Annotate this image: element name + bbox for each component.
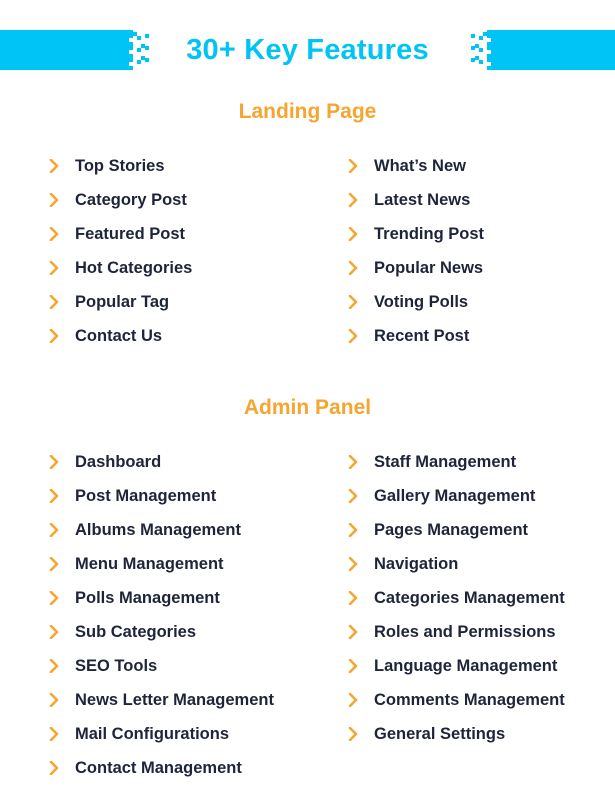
chevron-right-icon bbox=[348, 581, 374, 615]
feature-label: Sub Categories bbox=[75, 623, 197, 641]
feature-label: Staff Management bbox=[374, 453, 517, 471]
feature-label: SEO Tools bbox=[75, 657, 158, 675]
chevron-right-icon bbox=[49, 683, 75, 717]
feature-item bbox=[348, 285, 468, 319]
feature-item bbox=[348, 149, 466, 183]
feature-label: Navigation bbox=[374, 555, 459, 573]
feature-label: Contact Us bbox=[75, 327, 163, 345]
feature-label: Recent Post bbox=[374, 327, 470, 345]
chevron-right-icon bbox=[348, 251, 374, 285]
feature-label: Trending Post bbox=[374, 225, 485, 243]
feature-item bbox=[348, 479, 535, 513]
feature-item bbox=[49, 683, 274, 717]
feature-label: What’s New bbox=[374, 157, 466, 175]
feature-label: Menu Management bbox=[75, 555, 224, 573]
feature-item bbox=[49, 547, 224, 581]
feature-label: Comments Management bbox=[374, 691, 565, 709]
feature-label: Roles and Permissions bbox=[374, 623, 556, 641]
chevron-right-icon bbox=[348, 479, 374, 513]
feature-item bbox=[49, 649, 157, 683]
chevron-right-icon bbox=[49, 751, 75, 785]
section-title-admin-panel: Admin Panel bbox=[243, 396, 372, 419]
chevron-right-icon bbox=[348, 149, 374, 183]
feature-item bbox=[348, 183, 470, 217]
feature-label: Latest News bbox=[374, 191, 471, 209]
feature-label: Featured Post bbox=[75, 225, 186, 243]
feature-label: Categories Management bbox=[374, 589, 565, 607]
chevron-right-icon bbox=[49, 513, 75, 547]
feature-label: Popular Tag bbox=[75, 293, 170, 311]
feature-item bbox=[49, 513, 241, 547]
feature-item bbox=[348, 513, 528, 547]
chevron-right-icon bbox=[49, 183, 75, 217]
chevron-right-icon bbox=[348, 319, 374, 353]
feature-item bbox=[348, 445, 516, 479]
feature-item bbox=[49, 751, 242, 785]
feature-label: Polls Management bbox=[75, 589, 220, 607]
chevron-right-icon bbox=[348, 547, 374, 581]
feature-item bbox=[49, 285, 169, 319]
chevron-right-icon bbox=[49, 445, 75, 479]
feature-label: Language Management bbox=[374, 657, 558, 675]
feature-label: Popular News bbox=[374, 259, 484, 277]
feature-item bbox=[49, 149, 165, 183]
feature-label: News Letter Management bbox=[75, 691, 274, 709]
feature-item bbox=[348, 547, 458, 581]
chevron-right-icon bbox=[348, 683, 374, 717]
feature-label: Pages Management bbox=[374, 521, 529, 539]
chevron-right-icon bbox=[348, 649, 374, 683]
feature-label: Voting Polls bbox=[374, 293, 469, 311]
chevron-right-icon bbox=[49, 319, 75, 353]
feature-item bbox=[49, 183, 187, 217]
chevron-right-icon bbox=[49, 581, 75, 615]
chevron-right-icon bbox=[348, 217, 374, 251]
chevron-right-icon bbox=[49, 649, 75, 683]
feature-label: Hot Categories bbox=[75, 259, 193, 277]
chevron-right-icon bbox=[348, 183, 374, 217]
feature-label: Mail Configurations bbox=[75, 725, 229, 743]
feature-item bbox=[348, 217, 484, 251]
section-title-landing-page: Landing Page bbox=[238, 100, 377, 123]
feature-item bbox=[49, 615, 196, 649]
feature-item bbox=[348, 319, 469, 353]
chevron-right-icon bbox=[49, 717, 75, 751]
chevron-right-icon bbox=[348, 445, 374, 479]
feature-label: Contact Management bbox=[75, 759, 242, 777]
feature-label: General Settings bbox=[374, 725, 506, 743]
chevron-right-icon bbox=[49, 547, 75, 581]
feature-item bbox=[348, 717, 505, 751]
feature-label: Albums Management bbox=[75, 521, 241, 539]
page-title: 30+ Key Features bbox=[186, 34, 429, 66]
feature-item bbox=[348, 683, 565, 717]
feature-item bbox=[348, 581, 565, 615]
chevron-right-icon bbox=[348, 615, 374, 649]
feature-item bbox=[348, 649, 557, 683]
feature-item bbox=[49, 319, 162, 353]
header-banner bbox=[0, 30, 615, 70]
feature-label: Post Management bbox=[75, 487, 217, 505]
chevron-right-icon bbox=[49, 615, 75, 649]
feature-label: Dashboard bbox=[75, 453, 162, 471]
chevron-right-icon bbox=[49, 217, 75, 251]
chevron-right-icon bbox=[49, 149, 75, 183]
feature-item bbox=[348, 251, 483, 285]
chevron-right-icon bbox=[49, 479, 75, 513]
chevron-right-icon bbox=[348, 285, 374, 319]
chevron-right-icon bbox=[49, 285, 75, 319]
chevron-right-icon bbox=[49, 251, 75, 285]
feature-item bbox=[49, 217, 185, 251]
feature-item bbox=[49, 251, 192, 285]
feature-label: Category Post bbox=[75, 191, 187, 209]
chevron-right-icon bbox=[348, 513, 374, 547]
feature-item bbox=[49, 717, 229, 751]
feature-item bbox=[49, 445, 161, 479]
feature-item bbox=[49, 581, 220, 615]
feature-label: Gallery Management bbox=[374, 487, 536, 505]
chevron-right-icon bbox=[348, 717, 374, 751]
feature-item bbox=[348, 615, 556, 649]
feature-label: Top Stories bbox=[75, 157, 165, 175]
feature-item bbox=[49, 479, 216, 513]
